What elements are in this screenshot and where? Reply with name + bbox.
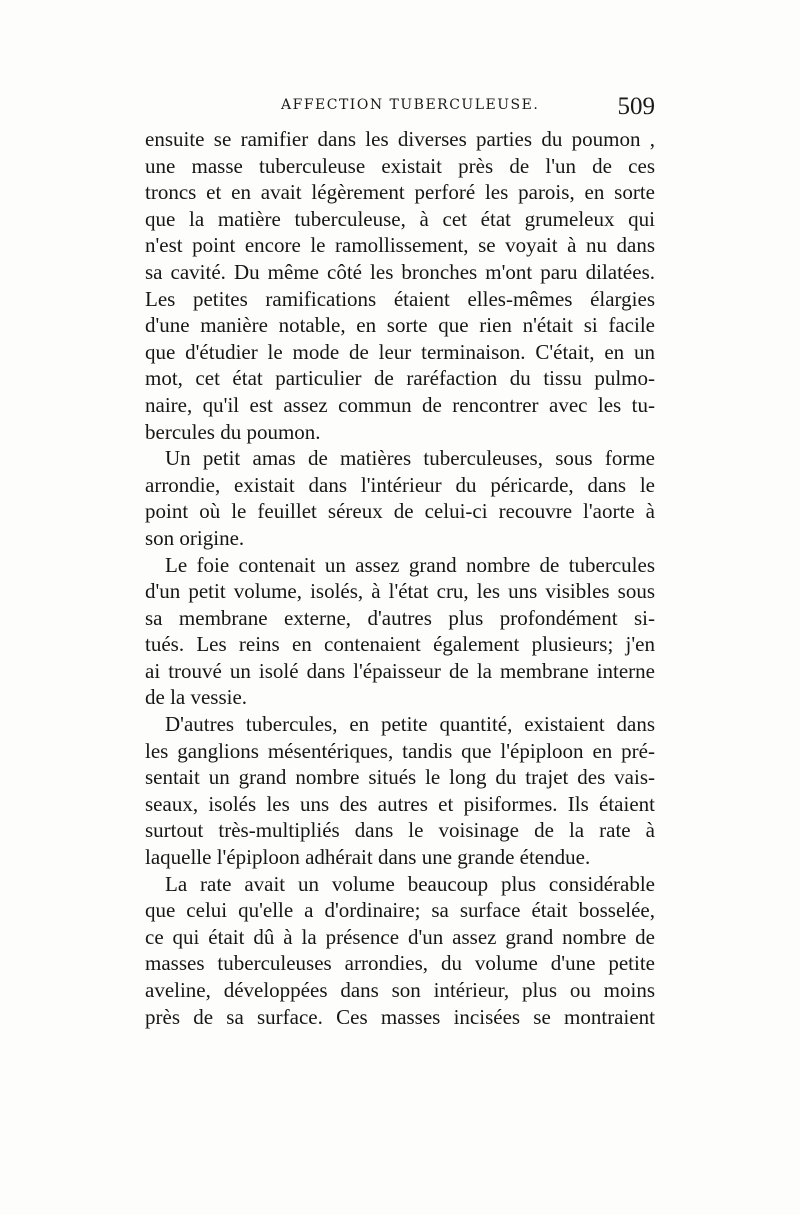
text-line: de la vessie. — [145, 685, 248, 710]
text-line: son origine. — [145, 525, 245, 550]
text-line: Un petit amas de matières tuberculeuses, sous forme — [165, 446, 655, 471]
text-line: laquelle l'épiploon adhérait dans une grande étendue. — [145, 845, 591, 870]
text-line: une masse tuberculeuse existait près de l'un de ces — [145, 153, 655, 178]
text-line: sa membrane externe, d'autres plus profondément si- — [145, 605, 655, 630]
running-title: AFFECTION TUBERCULEUSE. — [281, 97, 540, 113]
body-text — [145, 126, 655, 1030]
text-line: d'un petit volume, isolés, à l'état cru, les uns visibles sous — [145, 579, 655, 604]
text-line: d'une manière notable, en sorte que rien n'était si facile — [145, 313, 655, 338]
text-line: bercules du poumon. — [145, 419, 321, 444]
text-line: Les petites ramifications étaient elles-mêmes élargies — [145, 286, 655, 311]
text-line: ce qui était dû à la présence d'un assez grand nombre de — [145, 924, 655, 949]
text-line: masses tuberculeuses arrondies, du volume d'une petite — [145, 951, 655, 976]
text-line: Le foie contenait un assez grand nombre de tubercules — [165, 552, 655, 577]
page-number: 509 — [617, 93, 655, 120]
text-line: aveline, développées dans son intérieur, plus ou moins — [145, 978, 655, 1002]
text-line: troncs et en avait légèrement perforé les parois, en sorte — [145, 180, 655, 205]
text-line: arrondie, existait dans l'intérieur du péricarde, dans le — [145, 472, 655, 497]
text-line: La rate avait un volume beaucoup plus considérable — [165, 871, 655, 896]
text-line: que celui qu'elle a d'ordinaire; sa surface était bosselée, — [145, 898, 655, 923]
text-line: n'est point encore le ramollissement, se voyait à nu dans — [145, 233, 655, 258]
text-line: tués. Les reins en contenaient également plusieurs; j'en — [145, 632, 655, 657]
text-line: point où le feuillet séreux de celui-ci recouvre l'aorte à — [145, 499, 655, 524]
text-line: près de sa surface. Ces masses incisées se montraient — [145, 1004, 655, 1029]
text-line: mot, cet état particulier de raréfaction du tissu pulmo- — [145, 366, 655, 391]
text-line: sentait un grand nombre situés le long du trajet des vais- — [145, 765, 655, 790]
text-line: seaux, isolés les uns des autres et pisiformes. Ils étaient — [145, 791, 655, 816]
text-line: ai trouvé un isolé dans l'épaisseur de la membrane interne — [145, 658, 655, 683]
text-line: naire, qu'il est assez commun de rencontrer avec les tu- — [145, 392, 655, 417]
text-line: surtout très-multipliés dans le voisinage de la rate à — [145, 818, 655, 843]
text-line: ensuite se ramifier dans les diverses parties du poumon , — [145, 127, 655, 151]
text-line: que la matière tuberculeuse, à cet état grumeleux qui — [145, 206, 655, 231]
text-line: les ganglions mésentériques, tandis que l'épiploon en pré- — [145, 738, 655, 763]
text-line: sa cavité. Du même côté les bronches m'ont paru dilatées. — [145, 259, 655, 284]
running-head — [145, 93, 655, 123]
text-line: que d'étudier le mode de leur terminaison. C'était, en un — [145, 339, 655, 364]
text-line: D'autres tubercules, en petite quantité, existaient dans — [165, 712, 655, 737]
